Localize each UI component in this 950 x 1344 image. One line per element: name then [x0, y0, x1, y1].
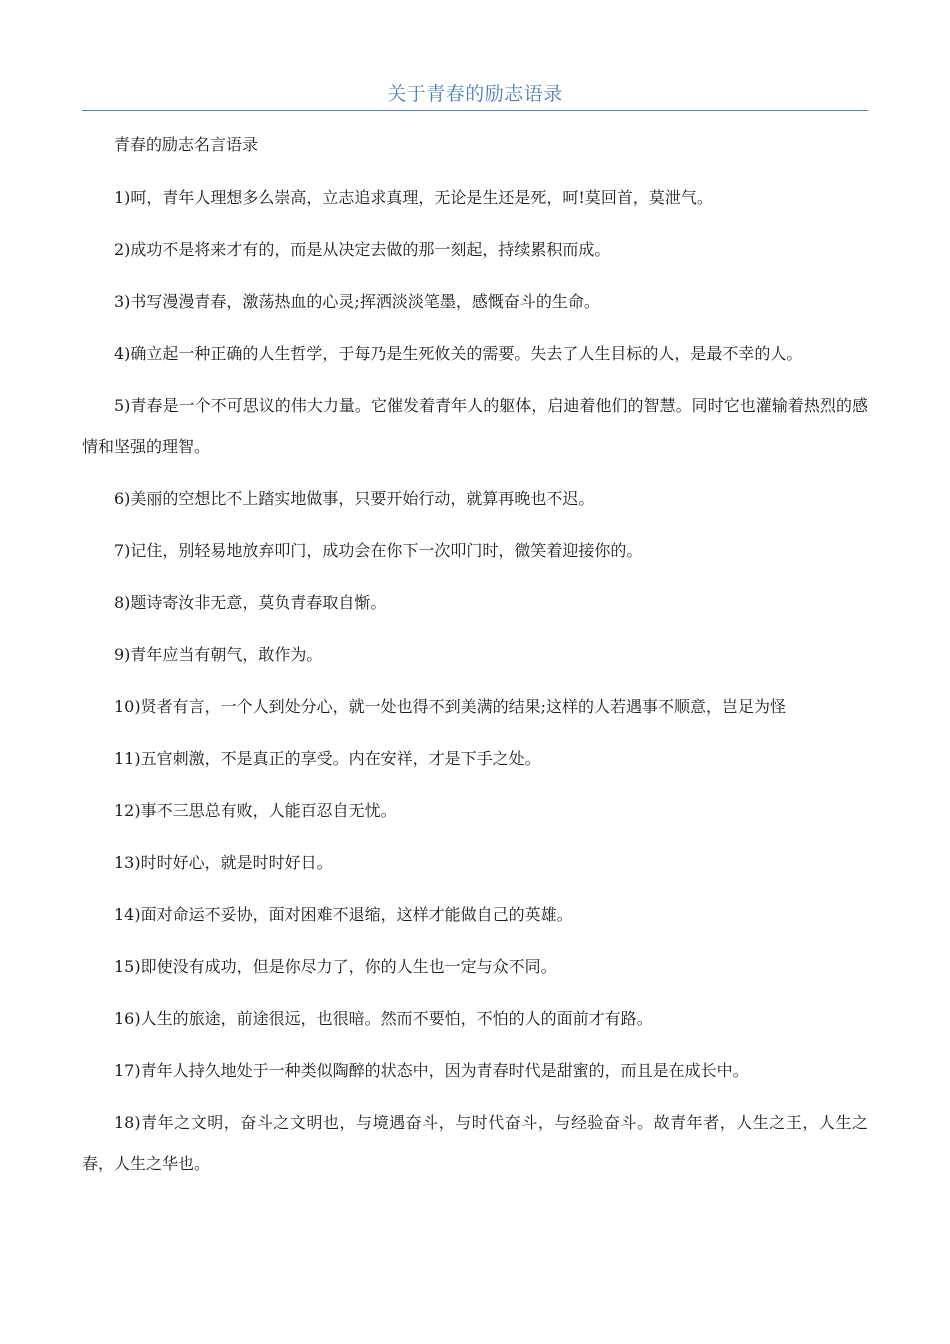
quote-item-6: 6)美丽的空想比不上踏实地做事，只要开始行动，就算再晚也不迟。 [114, 489, 595, 508]
quote-item-4: 4)确立起一种正确的人生哲学，于每乃是生死攸关的需要。失去了人生目标的人，是最不幸的人。 [114, 344, 803, 363]
quote-item-5: 5)青春是一个不可思议的伟大力量。它催发着青年人的躯体，启迪着他们的智慧。同时它也灌输着热烈的感情和坚强的理智。 [82, 396, 868, 456]
quote-item-11: 11)五官刺激，不是真正的享受。内在安祥，才是下手之处。 [114, 749, 541, 768]
quote-item-13: 13)时时好心，就是时时好日。 [114, 853, 333, 872]
quote-item-16: 16)人生的旅途，前途很远，也很暗。然而不要怕，不怕的人的面前才有路。 [114, 1009, 653, 1028]
quote-item-7: 7)记住，别轻易地放弃叩门，成功会在你下一次叩门时，微笑着迎接你的。 [114, 541, 643, 560]
page-title: 关于青春的励志语录 [387, 83, 563, 105]
quote-item-10: 10)贤者有言，一个人到处分心，就一处也得不到美满的结果;这样的人若遇事不顺意，岂足为怪 [114, 697, 786, 716]
quote-item-8: 8)题诗寄汝非无意，莫负青春取自惭。 [114, 593, 387, 612]
page-header [82, 78, 868, 111]
quote-item-1: 1)呵，青年人理想多么崇高，立志追求真理，无论是生还是死，呵!莫回首，莫泄气。 [114, 188, 713, 207]
quote-item-15: 15)即使没有成功，但是你尽力了，你的人生也一定与众不同。 [114, 957, 557, 976]
quote-item-9: 9)青年应当有朝气，敢作为。 [114, 645, 323, 664]
quote-item-18: 18)青年之文明，奋斗之文明也，与境遇奋斗，与时代奋斗，与经验奋斗。故青年者，人生之王，人生之春，人生之华也。 [82, 1113, 868, 1173]
quote-item-12: 12)事不三思总有败，人能百忍自无忧。 [114, 801, 397, 820]
quote-item-14: 14)面对命运不妥协，面对困难不退缩，这样才能做自己的英雄。 [114, 905, 573, 924]
quote-item-3: 3)书写漫漫青春，激荡热血的心灵;挥洒淡淡笔墨，感慨奋斗的生命。 [114, 292, 600, 311]
quote-item-17: 17)青年人持久地处于一种类似陶醉的状态中，因为青春时代是甜蜜的，而且是在成长中。 [114, 1061, 749, 1080]
document-body [82, 124, 868, 1195]
section-heading: 青春的励志名言语录 [114, 135, 259, 154]
quote-item-2: 2)成功不是将来才有的，而是从决定去做的那一刻起，持续累积而成。 [114, 240, 611, 259]
